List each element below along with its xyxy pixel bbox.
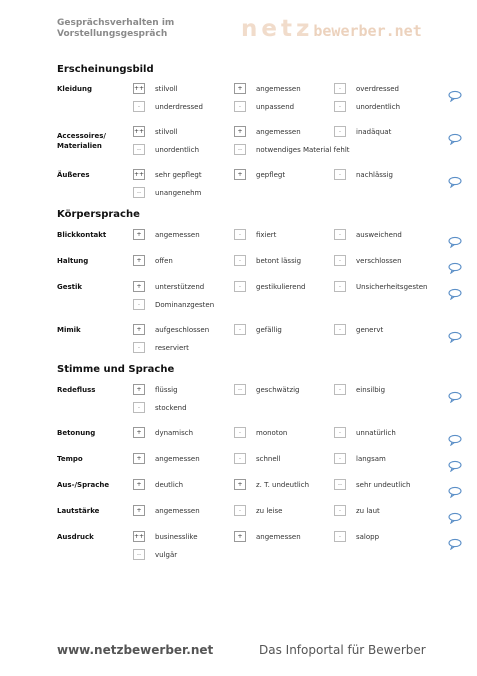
speech-bubble-icon[interactable] (448, 535, 462, 547)
criterion-label-line: Redefluss (57, 386, 96, 394)
rating-checkbox[interactable]: - (133, 342, 145, 353)
rating-checkbox[interactable]: -- (133, 187, 145, 198)
rating-option[interactable] (234, 281, 305, 292)
rating-option[interactable] (234, 126, 301, 137)
criterion-row (57, 127, 457, 157)
criterion-label (57, 256, 131, 266)
rating-option-label: vulgär (155, 550, 178, 559)
criterion-label-line: Haltung (57, 257, 89, 265)
rating-option-label: angemessen (155, 506, 200, 515)
speech-bubble-icon[interactable] (448, 285, 462, 297)
rating-option-label: stilvoll (155, 84, 178, 93)
criterion-row (57, 532, 457, 562)
rating-option[interactable] (234, 479, 309, 490)
criterion-label-line: Kleidung (57, 85, 92, 93)
rating-option[interactable] (133, 126, 178, 137)
rating-option-label: gefällig (256, 325, 282, 334)
rating-option[interactable] (133, 531, 198, 542)
rating-checkbox[interactable]: - (334, 126, 346, 137)
section-heading: Stimme und Sprache (57, 364, 175, 375)
rating-checkbox[interactable]: - (334, 453, 346, 464)
rating-checkbox[interactable]: - (133, 402, 145, 413)
footer-tagline: Das Infoportal für Bewerber (259, 643, 426, 657)
rating-checkbox[interactable]: - (234, 101, 246, 112)
rating-option[interactable] (234, 453, 281, 464)
title-line-2: Vorstellungsgespräch (57, 29, 168, 39)
rating-checkbox[interactable]: - (334, 83, 346, 94)
netzbewerber-logo (241, 17, 422, 41)
rating-option-label: stilvoll (155, 127, 178, 136)
rating-option-label: unordentlich (155, 145, 200, 154)
rating-checkbox[interactable]: + (234, 169, 246, 180)
rating-option[interactable] (334, 427, 396, 438)
speech-bubble-icon[interactable] (448, 388, 462, 400)
rating-option-label: angemessen (256, 532, 301, 541)
rating-option-label: Unsicherheitsgesten (356, 282, 428, 291)
rating-option-label: einsilbig (356, 385, 386, 394)
rating-option-label: zu leise (256, 506, 283, 515)
rating-option[interactable] (334, 324, 383, 335)
rating-option-label: gestikulierend (256, 282, 306, 291)
rating-option-label: sehr undeutlich (356, 480, 411, 489)
rating-checkbox[interactable]: + (234, 479, 246, 490)
rating-checkbox[interactable]: ++ (134, 128, 145, 135)
rating-option-label: businesslike (155, 532, 198, 541)
rating-option-label: unpassend (256, 102, 295, 111)
rating-checkbox[interactable]: - (234, 229, 246, 240)
rating-option[interactable] (234, 384, 300, 395)
speech-bubble-icon[interactable] (448, 130, 462, 142)
rating-option-label: flüssig (155, 385, 178, 394)
rating-checkbox[interactable]: + (234, 126, 246, 137)
rating-checkbox[interactable]: + (133, 229, 145, 240)
criterion-label-line: Blickkontakt (57, 231, 107, 239)
document-title (57, 18, 174, 40)
logo-bewerber-text: bewerber.net (313, 22, 422, 40)
rating-option-label: dynamisch (155, 428, 194, 437)
criterion-label (57, 532, 131, 542)
criterion-row (57, 170, 457, 200)
rating-checkbox[interactable]: + (133, 427, 145, 438)
criterion-label (57, 325, 131, 335)
rating-option[interactable] (133, 384, 178, 395)
rating-option[interactable] (234, 324, 282, 335)
rating-option-label: zu laut (356, 506, 380, 515)
rating-option[interactable] (234, 83, 301, 94)
rating-option-label: salopp (356, 532, 380, 541)
title-line-1: Gesprächsverhalten im (57, 18, 175, 28)
rating-checkbox[interactable]: + (133, 384, 145, 395)
rating-option[interactable] (234, 427, 287, 438)
rating-checkbox[interactable]: - (334, 255, 346, 266)
criterion-label-line: Accessoires/ (57, 132, 106, 140)
rating-option-label: schnell (256, 454, 281, 463)
rating-option[interactable] (133, 255, 173, 266)
rating-option[interactable] (334, 169, 393, 180)
rating-checkbox[interactable]: - (334, 281, 346, 292)
rating-checkbox[interactable]: + (133, 479, 145, 490)
rating-option-label: stockend (155, 403, 187, 412)
speech-bubble-icon[interactable] (448, 457, 462, 469)
rating-option-label: genervt (356, 325, 384, 334)
rating-option[interactable] (133, 402, 187, 413)
criterion-label (57, 282, 131, 292)
speech-bubble-icon[interactable] (448, 173, 462, 185)
rating-option-label: inadäquat (356, 127, 392, 136)
rating-checkbox[interactable]: - (334, 169, 346, 180)
rating-option[interactable] (133, 342, 189, 353)
rating-checkbox[interactable]: - (334, 427, 346, 438)
criterion-label-line: Mimik (57, 326, 81, 334)
rating-option-label: monoton (256, 428, 288, 437)
rating-checkbox[interactable]: - (234, 427, 246, 438)
rating-option-label: angemessen (155, 230, 200, 239)
logo-netz-text: netz (241, 16, 314, 42)
rating-checkbox[interactable]: - (334, 531, 346, 542)
criterion-label (57, 428, 131, 438)
rating-option-label: angemessen (256, 127, 301, 136)
rating-option-label: unnatürlich (356, 428, 396, 437)
rating-option-label: overdressed (356, 84, 400, 93)
rating-checkbox[interactable]: - (234, 324, 246, 335)
criterion-label-line: Materialien (57, 142, 102, 150)
rating-option[interactable] (133, 83, 178, 94)
rating-checkbox[interactable]: - (234, 453, 246, 464)
rating-option-label: unordentlich (356, 102, 401, 111)
rating-checkbox[interactable]: + (133, 324, 145, 335)
rating-option[interactable] (334, 255, 402, 266)
criterion-label-line: Lautstärke (57, 507, 100, 515)
speech-bubble-icon[interactable] (448, 483, 462, 495)
rating-option-label: unterstützend (155, 282, 205, 291)
rating-option[interactable] (334, 229, 402, 240)
section-heading: Körpersprache (57, 209, 140, 220)
rating-option[interactable] (334, 83, 399, 94)
rating-option[interactable] (133, 505, 200, 516)
rating-checkbox[interactable]: - (334, 324, 346, 335)
rating-checkbox[interactable]: + (133, 505, 145, 516)
speech-bubble-icon[interactable] (448, 233, 462, 245)
rating-option-label: ausweichend (356, 230, 402, 239)
rating-option[interactable] (133, 324, 209, 335)
rating-checkbox[interactable]: ++ (134, 85, 145, 92)
rating-checkbox[interactable]: -- (234, 384, 246, 395)
rating-option[interactable] (133, 453, 200, 464)
rating-checkbox[interactable]: - (234, 505, 246, 516)
rating-option-label: aufgeschlossen (155, 325, 210, 334)
rating-option[interactable] (133, 299, 214, 310)
criterion-label-line: Betonung (57, 429, 96, 437)
rating-option[interactable] (334, 126, 391, 137)
rating-option[interactable] (133, 169, 202, 180)
criterion-label-line: Aus-/Sprache (57, 481, 110, 489)
criterion-label (57, 84, 131, 94)
speech-bubble-icon[interactable] (448, 431, 462, 443)
speech-bubble-icon[interactable] (448, 87, 462, 99)
rating-option-label: betont lässig (256, 256, 302, 265)
rating-option[interactable] (234, 101, 294, 112)
rating-checkbox[interactable]: - (334, 101, 346, 112)
rating-option[interactable] (334, 531, 379, 542)
rating-checkbox[interactable]: ++ (134, 533, 145, 540)
rating-option-label: geschwätzig (256, 385, 300, 394)
rating-option[interactable] (234, 169, 285, 180)
criterion-label-line: Gestik (57, 283, 83, 291)
rating-option-label: gepflegt (256, 170, 286, 179)
criterion-row (57, 282, 457, 312)
rating-option-label: sehr gepflegt (155, 170, 202, 179)
criterion-label-line: Tempo (57, 455, 83, 463)
rating-option-label: verschlossen (356, 256, 402, 265)
rating-checkbox[interactable]: - (234, 281, 246, 292)
rating-checkbox[interactable]: - (334, 384, 346, 395)
rating-option[interactable] (234, 531, 301, 542)
criterion-row (57, 385, 457, 415)
speech-bubble-icon[interactable] (448, 509, 462, 521)
rating-option[interactable] (334, 101, 400, 112)
rating-option[interactable] (234, 255, 301, 266)
rating-option-label: angemessen (256, 84, 301, 93)
section-heading: Erscheinungsbild (57, 64, 154, 75)
rating-option-label: unangenehm (155, 188, 202, 197)
rating-option[interactable] (133, 187, 201, 198)
rating-option[interactable] (234, 505, 283, 516)
rating-checkbox[interactable]: -- (334, 479, 346, 490)
rating-option-label: Dominanzgesten (155, 300, 215, 309)
rating-checkbox[interactable]: + (234, 531, 246, 542)
speech-bubble-icon[interactable] (448, 328, 462, 340)
rating-option[interactable] (234, 144, 350, 155)
rating-option[interactable] (334, 505, 380, 516)
rating-checkbox[interactable]: -- (234, 144, 246, 155)
rating-option-label: notwendiges Material fehlt (256, 145, 350, 154)
criterion-label-line: Äußeres (57, 171, 90, 179)
criterion-label (57, 230, 131, 240)
rating-option[interactable] (334, 384, 385, 395)
rating-checkbox[interactable]: ++ (134, 171, 145, 178)
rating-option[interactable] (133, 229, 200, 240)
rating-option-label: langsam (356, 454, 386, 463)
criterion-label (57, 506, 131, 516)
rating-option[interactable] (133, 281, 204, 292)
criterion-label (57, 454, 131, 464)
rating-checkbox[interactable]: + (234, 83, 246, 94)
rating-checkbox[interactable]: - (133, 101, 145, 112)
rating-option[interactable] (133, 479, 183, 490)
rating-checkbox[interactable]: - (133, 299, 145, 310)
footer-url: www.netzbewerber.net (57, 643, 214, 657)
criterion-label-line: Ausdruck (57, 533, 94, 541)
rating-option-label: angemessen (155, 454, 200, 463)
rating-checkbox[interactable]: + (133, 281, 145, 292)
rating-option[interactable] (334, 479, 410, 490)
rating-checkbox[interactable]: -- (133, 549, 145, 560)
speech-bubble-icon[interactable] (448, 259, 462, 271)
rating-option[interactable] (133, 144, 199, 155)
criterion-label (57, 480, 131, 490)
rating-option[interactable] (334, 453, 386, 464)
rating-option[interactable] (334, 281, 427, 292)
rating-option[interactable] (133, 427, 193, 438)
rating-option-label: fixiert (256, 230, 277, 239)
rating-checkbox[interactable]: + (133, 255, 145, 266)
rating-option-label: underdressed (155, 102, 203, 111)
rating-option-label: z. T. undeutlich (256, 480, 309, 489)
criterion-label (57, 131, 131, 151)
criterion-label (57, 385, 131, 395)
rating-checkbox[interactable]: - (334, 229, 346, 240)
rating-option-label: nachlässig (356, 170, 393, 179)
rating-option[interactable] (234, 229, 276, 240)
rating-option-label: deutlich (155, 480, 184, 489)
rating-checkbox[interactable]: -- (133, 144, 145, 155)
criterion-label (57, 170, 131, 180)
rating-option[interactable] (133, 101, 203, 112)
rating-checkbox[interactable]: - (334, 505, 346, 516)
rating-checkbox[interactable]: + (133, 453, 145, 464)
rating-option-label: offen (155, 256, 173, 265)
rating-checkbox[interactable]: - (234, 255, 246, 266)
rating-option[interactable] (133, 549, 177, 560)
criterion-row (57, 84, 457, 114)
rating-option-label: reserviert (155, 343, 189, 352)
criterion-row (57, 325, 457, 355)
